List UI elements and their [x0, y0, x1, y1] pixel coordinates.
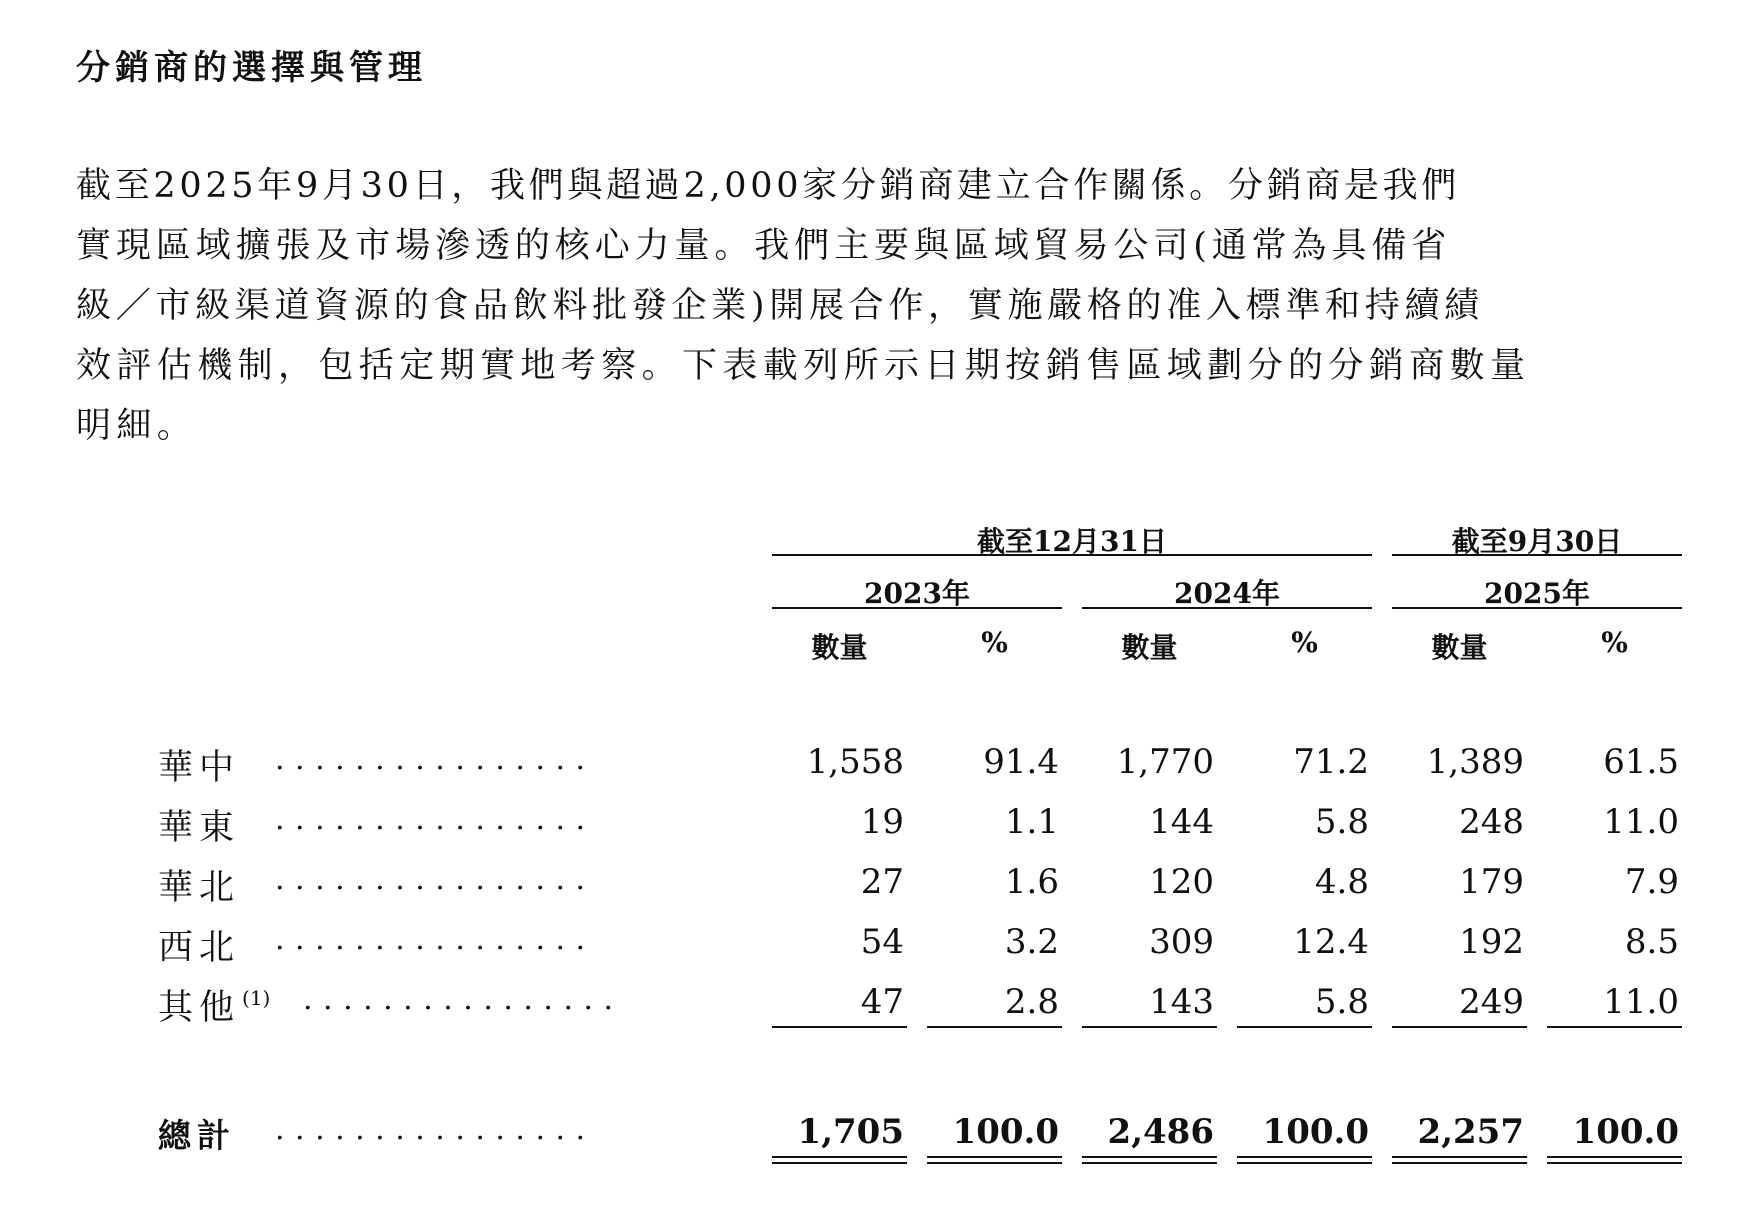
- total-percent-2023: 100.0: [952, 1112, 1059, 1152]
- group-rule-sep30: [1392, 554, 1682, 556]
- paragraph-line: 級／市級渠道資源的食品飲料批發企業)開展合作，實施嚴格的准入標準和持續績: [76, 286, 1484, 326]
- cell-percent-2025: 8.5: [1624, 922, 1679, 962]
- cell-percent-2023: 3.2: [1004, 922, 1059, 962]
- cell-percent-2025: 61.5: [1603, 742, 1679, 782]
- cell-percent-2024: 4.8: [1314, 862, 1369, 902]
- total-double-rule: [1237, 1156, 1372, 1164]
- row-label: 西北: [158, 928, 241, 968]
- year-header-2024: 2024年: [1174, 577, 1280, 610]
- total-double-rule: [1392, 1156, 1527, 1164]
- total-count-2023: 1,705: [797, 1112, 904, 1152]
- total-label: 總計: [158, 1116, 236, 1155]
- cell-count-2023: 47: [860, 982, 904, 1022]
- group-header-sep30: 截至9月30日: [1451, 525, 1623, 558]
- cell-count-2023: 1,558: [806, 742, 904, 782]
- cell-count-2024: 144: [1149, 802, 1214, 842]
- subtotal-rule: [1082, 1026, 1217, 1028]
- row-label: 華東: [158, 808, 241, 848]
- cell-percent-2024: 12.4: [1293, 922, 1369, 962]
- total-double-rule: [1082, 1156, 1217, 1164]
- cell-percent-2023: 1.6: [1004, 862, 1059, 902]
- row-label: 華北: [158, 868, 241, 908]
- row-label: [158, 980, 270, 1030]
- col-header-percent: %: [981, 626, 1008, 659]
- subtotal-rule: [927, 1026, 1062, 1028]
- cell-percent-2024: 71.2: [1293, 742, 1369, 782]
- section-heading: 分銷商的選擇與管理: [76, 48, 427, 88]
- cell-percent-2023: 2.8: [1004, 982, 1059, 1022]
- leader-dots: ................: [303, 982, 624, 1017]
- year-header-2025: 2025年: [1484, 577, 1590, 610]
- paragraph-line: 明細。: [76, 406, 198, 446]
- cell-count-2025: 249: [1459, 982, 1524, 1022]
- cell-count-2025: 248: [1459, 802, 1524, 842]
- cell-count-2025: 192: [1459, 922, 1524, 962]
- leader-dots: ................: [275, 1112, 596, 1147]
- total-count-2025: 2,257: [1417, 1112, 1524, 1152]
- row-label: 華中: [158, 748, 241, 788]
- cell-percent-2025: 11.0: [1603, 982, 1679, 1022]
- year-header-2023: 2023年: [864, 577, 970, 610]
- cell-count-2024: 1,770: [1116, 742, 1214, 782]
- leader-dots: ................: [275, 742, 596, 777]
- paragraph-line: 截至2025年9月30日，我們與超過2,000家分銷商建立合作關係。分銷商是我們: [76, 166, 1461, 206]
- col-header-count: 數量: [811, 631, 868, 664]
- year-rule-2025: [1392, 607, 1682, 609]
- cell-count-2024: 143: [1149, 982, 1214, 1022]
- cell-percent-2023: 91.4: [983, 742, 1059, 782]
- total-count-2024: 2,486: [1107, 1112, 1214, 1152]
- year-rule-2024: [1082, 607, 1372, 609]
- cell-count-2025: 1,389: [1426, 742, 1524, 782]
- cell-count-2025: 179: [1459, 862, 1524, 902]
- footnote-marker: (1): [242, 986, 271, 1010]
- group-rule-dec31: [772, 554, 1372, 556]
- subtotal-rule: [772, 1026, 907, 1028]
- paragraph-line: 效評估機制，包括定期實地考察。下表載列所示日期按銷售區域劃分的分銷商數量: [76, 346, 1531, 386]
- group-header-dec31: 截至12月31日: [977, 525, 1167, 558]
- col-header-count: 數量: [1121, 631, 1178, 664]
- cell-count-2024: 309: [1149, 922, 1214, 962]
- cell-percent-2024: 5.8: [1314, 802, 1369, 842]
- cell-percent-2025: 7.9: [1624, 862, 1679, 902]
- total-double-rule: [1547, 1156, 1682, 1164]
- cell-percent-2025: 11.0: [1603, 802, 1679, 842]
- leader-dots: ................: [275, 862, 596, 897]
- leader-dots: ................: [275, 922, 596, 957]
- cell-count-2023: 54: [860, 922, 904, 962]
- cell-percent-2024: 5.8: [1314, 982, 1369, 1022]
- year-rule-2023: [772, 607, 1062, 609]
- total-percent-2024: 100.0: [1262, 1112, 1369, 1152]
- subtotal-rule: [1547, 1026, 1682, 1028]
- cell-percent-2023: 1.1: [1004, 802, 1059, 842]
- total-double-rule: [772, 1156, 907, 1164]
- subtotal-rule: [1237, 1026, 1372, 1028]
- col-header-count: 數量: [1431, 631, 1488, 664]
- cell-count-2023: 19: [860, 802, 904, 842]
- cell-count-2024: 120: [1149, 862, 1214, 902]
- total-percent-2025: 100.0: [1572, 1112, 1679, 1152]
- col-header-percent: %: [1291, 626, 1318, 659]
- total-double-rule: [927, 1156, 1062, 1164]
- col-header-percent: %: [1601, 626, 1628, 659]
- paragraph-line: 實現區域擴張及市場滲透的核心力量。我們主要與區域貿易公司(通常為具備省: [76, 226, 1452, 266]
- leader-dots: ................: [275, 802, 596, 837]
- cell-count-2023: 27: [860, 862, 904, 902]
- row-label-text: 其他: [158, 988, 241, 1028]
- subtotal-rule: [1392, 1026, 1527, 1028]
